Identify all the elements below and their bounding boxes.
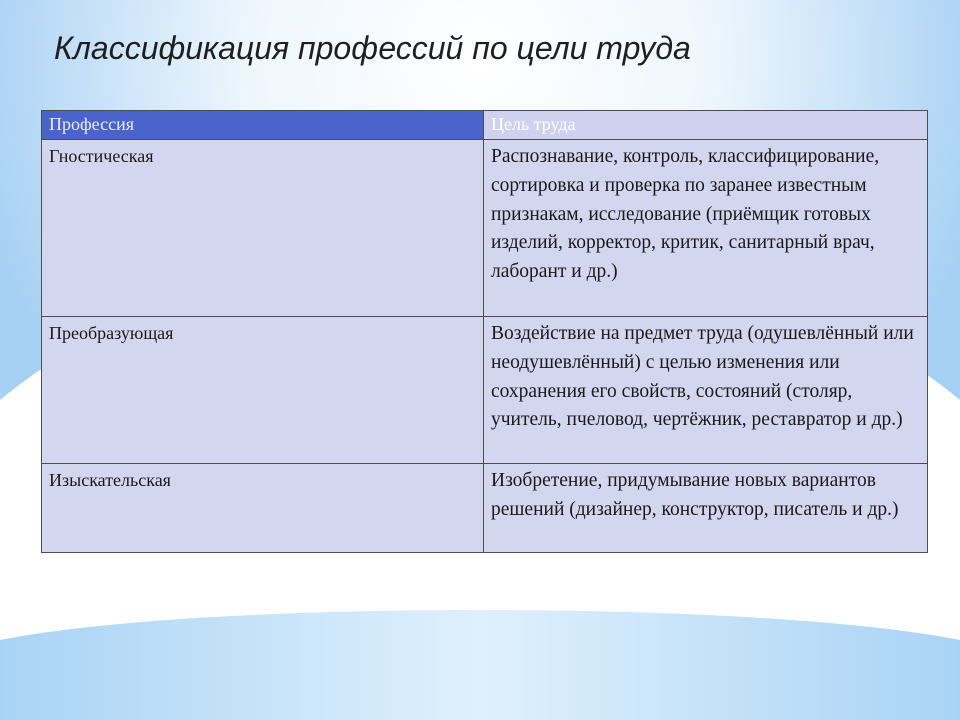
slide-title: Классификация профессий по цели труда bbox=[54, 30, 691, 66]
table-row bbox=[42, 464, 928, 553]
profession-cell: Преобразующая bbox=[42, 317, 484, 464]
goal-cell: Изобретение, придумывание новых вариантов решений (дизайнер, конструктор, писатель и др.) bbox=[484, 464, 928, 553]
column-header-profession: Профессия bbox=[42, 111, 484, 140]
profession-classification-table bbox=[41, 110, 928, 553]
table-row bbox=[42, 317, 928, 464]
profession-cell: Изыскательская bbox=[42, 464, 484, 553]
table-row bbox=[42, 140, 928, 317]
profession-cell: Гностическая bbox=[42, 140, 484, 317]
table-header-row bbox=[42, 111, 928, 140]
goal-cell: Распознавание, контроль, классифицирование, сортировка и проверка по заранее известным признакам, исследование (приёмщик готовых изделий, корректор, критик, санитарный врач, лаборант и др.) bbox=[484, 140, 928, 317]
column-header-goal: Цель труда bbox=[484, 111, 928, 140]
goal-cell: Воздействие на предмет труда (одушевлённый или неодушевлённый) с целью изменения или сохранения его свойств, состояний (столяр, учитель, пчеловод, чертёжник, реставратор и др.) bbox=[484, 317, 928, 464]
